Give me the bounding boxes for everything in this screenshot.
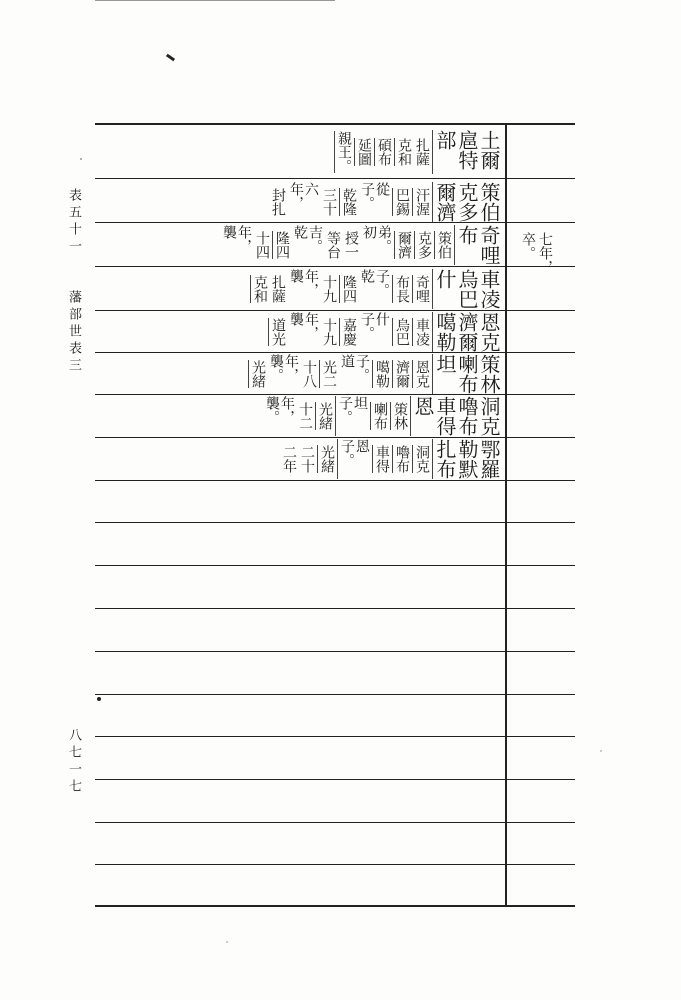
page-number: 八七一七 bbox=[66, 728, 81, 796]
note-column: 噶勒 bbox=[374, 360, 390, 388]
row-divider bbox=[95, 310, 575, 311]
note-column: 布長 bbox=[394, 275, 410, 303]
note-column: 洞克 bbox=[414, 445, 430, 473]
person-name: 洞克嚕布車得恩 bbox=[411, 396, 501, 436]
person-name: 鄂羅勒默扎布 bbox=[433, 439, 501, 479]
note-column: 十二 bbox=[297, 402, 313, 430]
note-column: 扎薩 bbox=[414, 138, 430, 166]
row-divider bbox=[95, 694, 575, 695]
table-row bbox=[96, 354, 500, 394]
note-column: 三十 bbox=[321, 188, 337, 216]
note-column: 年，襲 bbox=[221, 225, 252, 253]
row-divider bbox=[95, 864, 575, 865]
note-column: 二年 bbox=[281, 445, 297, 473]
table-row bbox=[96, 269, 500, 309]
table-row bbox=[96, 182, 500, 222]
note-column: 濟爾 bbox=[394, 360, 410, 388]
note-column: 隆四 bbox=[274, 231, 290, 259]
person-name: 車凌烏巴什 bbox=[433, 269, 501, 309]
note-column: 嚕布 bbox=[394, 445, 410, 473]
ink-mark bbox=[166, 54, 175, 62]
note-column: 吉。乾 bbox=[292, 225, 323, 253]
note-column: 策林 bbox=[392, 402, 408, 430]
note-column: 喇布 bbox=[372, 402, 388, 430]
note-column: 親王。 bbox=[336, 131, 352, 173]
note-column: 克和 bbox=[252, 275, 268, 303]
row-divider bbox=[95, 222, 575, 223]
volume-title: 表五十一 bbox=[66, 188, 81, 256]
ink-dot bbox=[226, 941, 228, 943]
note-column: 光緒 bbox=[317, 402, 333, 430]
note-column: 策伯 bbox=[436, 231, 452, 259]
note-column: 等台 bbox=[325, 231, 341, 259]
row-divider bbox=[95, 779, 575, 780]
note-column: 授一 bbox=[343, 231, 359, 259]
note-column: 從子。 bbox=[359, 182, 390, 210]
row-divider bbox=[95, 178, 575, 179]
row-divider bbox=[95, 651, 575, 652]
note-column: 年，襲 bbox=[288, 269, 319, 297]
note-column: 子。乾 bbox=[359, 269, 390, 297]
note-column: 光二 bbox=[321, 360, 337, 388]
table-bottom-border bbox=[95, 905, 575, 907]
note-column: 克多 bbox=[416, 231, 432, 259]
note-column: 道光 bbox=[270, 318, 286, 346]
table-row bbox=[180, 130, 500, 174]
table-top-border bbox=[95, 123, 575, 125]
person-name: 土爾扈特部 bbox=[432, 130, 500, 174]
note-column: 車凌 bbox=[414, 318, 430, 346]
note-column: 十九 bbox=[321, 318, 337, 346]
note-column: 光緒 bbox=[319, 445, 335, 473]
note-column: 嘉慶 bbox=[341, 318, 357, 346]
note-column: 十九 bbox=[321, 275, 337, 303]
ink-dot bbox=[600, 750, 602, 752]
table-row bbox=[96, 225, 500, 265]
person-name: 策林喇布坦 bbox=[433, 354, 501, 394]
note-column: 恩克 bbox=[414, 360, 430, 388]
note-column: 車得 bbox=[374, 445, 390, 473]
note-column: 二十 bbox=[299, 445, 315, 473]
note-column: 弟。初 bbox=[361, 225, 392, 253]
note-column: 封扎 bbox=[270, 188, 286, 216]
row-divider bbox=[95, 736, 575, 737]
row-divider bbox=[95, 822, 575, 823]
note-column: 隆四 bbox=[341, 275, 357, 303]
note-column: 奇哩 bbox=[414, 275, 430, 303]
note-column: 光緒 bbox=[250, 360, 266, 388]
right-note bbox=[520, 232, 552, 274]
note-column: 巴錫 bbox=[394, 188, 410, 216]
note-column: 十八 bbox=[301, 360, 317, 388]
top-rule bbox=[95, 0, 335, 1]
note-column: 子。道 bbox=[339, 354, 370, 382]
person-name: 策伯克多爾濟 bbox=[433, 182, 501, 222]
note-column: 扎薩 bbox=[270, 275, 286, 303]
table-right-border bbox=[505, 123, 507, 907]
note-column: 坦子。 bbox=[335, 396, 367, 436]
note-column: 卒。 bbox=[520, 232, 536, 260]
note-column: 六年， bbox=[288, 182, 319, 210]
note-column: 碩布 bbox=[376, 138, 392, 166]
note-column: 十四 bbox=[254, 231, 270, 259]
note-column: 爾濟 bbox=[396, 231, 412, 259]
row-divider bbox=[95, 480, 575, 481]
note-column: 恩子。 bbox=[337, 439, 369, 479]
note-column: 年，襲。 bbox=[264, 396, 295, 424]
table-row bbox=[96, 396, 500, 436]
person-name: 奇哩布 bbox=[455, 225, 501, 265]
note-column: 年，襲。 bbox=[268, 354, 299, 382]
person-name: 恩克濟爾噶勒 bbox=[433, 312, 501, 352]
table-row bbox=[96, 312, 500, 352]
ink-dot bbox=[97, 697, 101, 701]
row-divider bbox=[95, 437, 575, 438]
note-column: 克和 bbox=[396, 138, 412, 166]
row-divider bbox=[95, 565, 575, 566]
note-column: 延圖 bbox=[356, 138, 372, 166]
note-column: 汗渥 bbox=[414, 188, 430, 216]
note-column: 七年， bbox=[537, 232, 553, 274]
note-column: 年，襲 bbox=[288, 312, 319, 340]
row-divider bbox=[95, 394, 575, 395]
note-column: 乾隆 bbox=[341, 188, 357, 216]
row-divider bbox=[95, 352, 575, 353]
note-column: 什子。 bbox=[359, 312, 390, 340]
note-column: 烏巴 bbox=[394, 318, 410, 346]
row-divider bbox=[95, 522, 575, 523]
ink-dot bbox=[80, 158, 82, 160]
row-divider bbox=[95, 266, 575, 267]
table-row bbox=[96, 439, 500, 479]
section-title: 藩部世表三 bbox=[66, 290, 81, 375]
row-divider bbox=[95, 608, 575, 609]
